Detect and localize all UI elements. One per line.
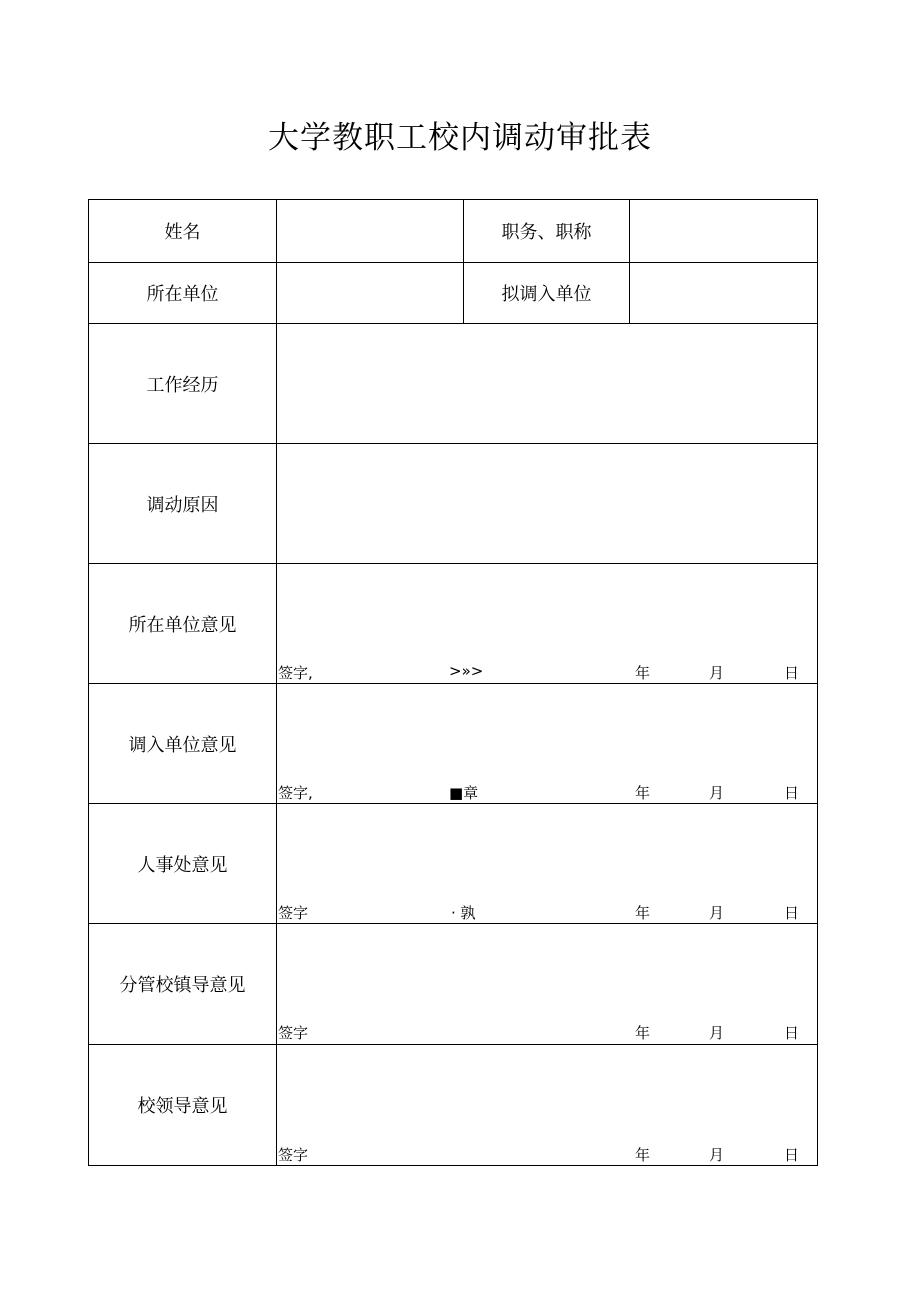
signature-label: 签字,	[278, 664, 313, 682]
transfer-reason-field[interactable]	[277, 444, 817, 563]
year-label: 年	[635, 904, 651, 922]
stamp-label: >»>	[449, 662, 484, 680]
year-label: 年	[635, 784, 651, 802]
stamp-label: ■章	[449, 784, 479, 802]
month-label: 月	[709, 784, 725, 802]
work-history-field[interactable]	[277, 324, 817, 443]
opinion-label: 调入单位意见	[128, 734, 237, 756]
month-label: 月	[709, 904, 725, 922]
signature-label: 签字	[278, 1024, 309, 1042]
signature-label: 签字	[278, 1146, 309, 1164]
day-label: 日	[784, 904, 800, 922]
current-unit-label: 所在单位	[146, 284, 219, 305]
month-label: 月	[709, 1024, 725, 1042]
target-unit-label: 拟调入单位	[501, 284, 592, 305]
transfer-reason-label: 调动原因	[146, 494, 219, 516]
opinion-label: 人事处意见	[137, 854, 228, 876]
signature-label: 签字	[278, 904, 309, 922]
work-history-label: 工作经历	[146, 374, 219, 396]
position-label: 职务、职称	[501, 222, 592, 243]
day-label: 日	[784, 1146, 800, 1164]
month-label: 月	[709, 1146, 725, 1164]
approval-form	[88, 199, 818, 1166]
name-field[interactable]	[277, 200, 463, 262]
day-label: 日	[784, 664, 800, 682]
current-unit-field[interactable]	[277, 263, 463, 323]
signature-label: 签字,	[278, 784, 313, 802]
opinion-label: 所在单位意见	[128, 614, 237, 636]
day-label: 日	[784, 784, 800, 802]
name-label: 姓名	[164, 222, 201, 243]
year-label: 年	[635, 664, 651, 682]
stamp-label: · 孰	[451, 904, 476, 922]
opinion-label: 校领导意见	[137, 1096, 228, 1117]
month-label: 月	[709, 664, 725, 682]
target-unit-field[interactable]	[630, 263, 817, 323]
position-field[interactable]	[630, 200, 817, 262]
day-label: 日	[784, 1024, 800, 1042]
year-label: 年	[635, 1024, 651, 1042]
year-label: 年	[635, 1146, 651, 1164]
page-title: 大学教职工校内调动审批表	[268, 120, 652, 156]
opinion-label: 分管校镇导意见	[119, 975, 246, 996]
